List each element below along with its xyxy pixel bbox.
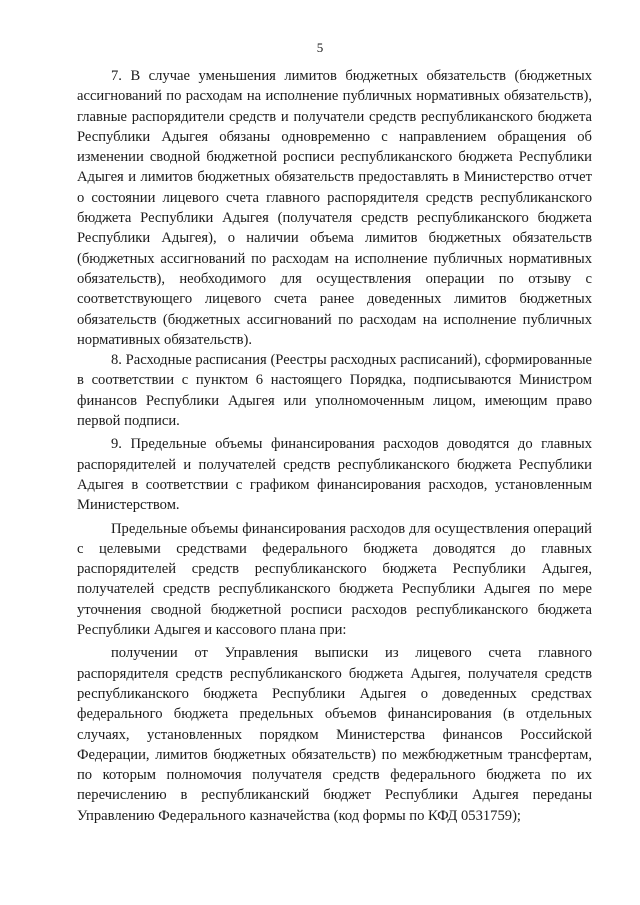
document-body <box>77 66 592 826</box>
paragraph-target-funds: Предельные объемы финансирования расходов для осуществления операций с целевыми средствами федерального бюджета доводятся до главных распорядителей средств республиканского бюджета Республики Адыгея, получателей средств республиканского бюджета Республики Адыгея по мере уточнения сводной бюджетной росписи расходов республиканского бюджета Республики Адыгея и кассового плана при: <box>77 520 592 639</box>
paragraph-9: 9. Предельные объемы финансирования расходов доводятся до главных распорядителей и получателей средств республиканского бюджета Республики Адыгея в соответствии с графиком финансирования расходов, установленным Министерством. <box>77 436 592 514</box>
paragraph-8: 8. Расходные расписания (Реестры расходных расписаний), сформированные в соответствии с пунктом 6 настоящего Порядка, подписываются Министром финансов Республики Адыгея или уполномоченным лицом, имеющим право первой подписи. <box>77 352 592 430</box>
paragraph-7: 7. В случае уменьшения лимитов бюджетных обязательств (бюджетных ассигнований по расходам на исполнение публичных нормативных обязательств), главные распорядители средств и получатели средств республиканского бюджета Республики Адыгея обязаны одновременно с направлением обращения об изменении сводной бюджетной росписи республиканского бюджета Республики Адыгея и лимитов бюджетных обязательств предоставлять в Министерство отчет о состоянии лицевого счета главного распорядителя средств республиканского бюджета Республики Адыгея (получателя средств республиканского бюджета Республики Адыгея), о наличии объема лимитов бюджетных обязательств (бюджетных ассигнований по расходам на исполнение публичных нормативных обязательств), необходимого для осуществления операции по отзыву с соответствующего лицевого счета ранее доведенных лимитов бюджетных обязательств (бюджетных ассигнований по расходам на исполнение публичных нормативных обязательств). <box>77 68 592 348</box>
page-number: 5 <box>316 40 324 55</box>
paragraph-receipt-condition: получении от Управления выписки из лицевого счета главного распорядителя средств республиканского бюджета Адыгея, получателя средств республиканского бюджета Республики Адыгея о доведенных средствах федерального бюджета предельных объемов финансирования (в отдельных случаях, установленных порядком Министерства финансов Российской Федерации, лимитов бюджетных обязательств) по межбюджетным трансфертам, по которым полномочия получателя средств федерального бюджета по их перечислению в республиканский бюджет Республики Адыгея переданы Управлению Федерального казначейства (код формы по КФД 0531759); <box>77 645 592 824</box>
